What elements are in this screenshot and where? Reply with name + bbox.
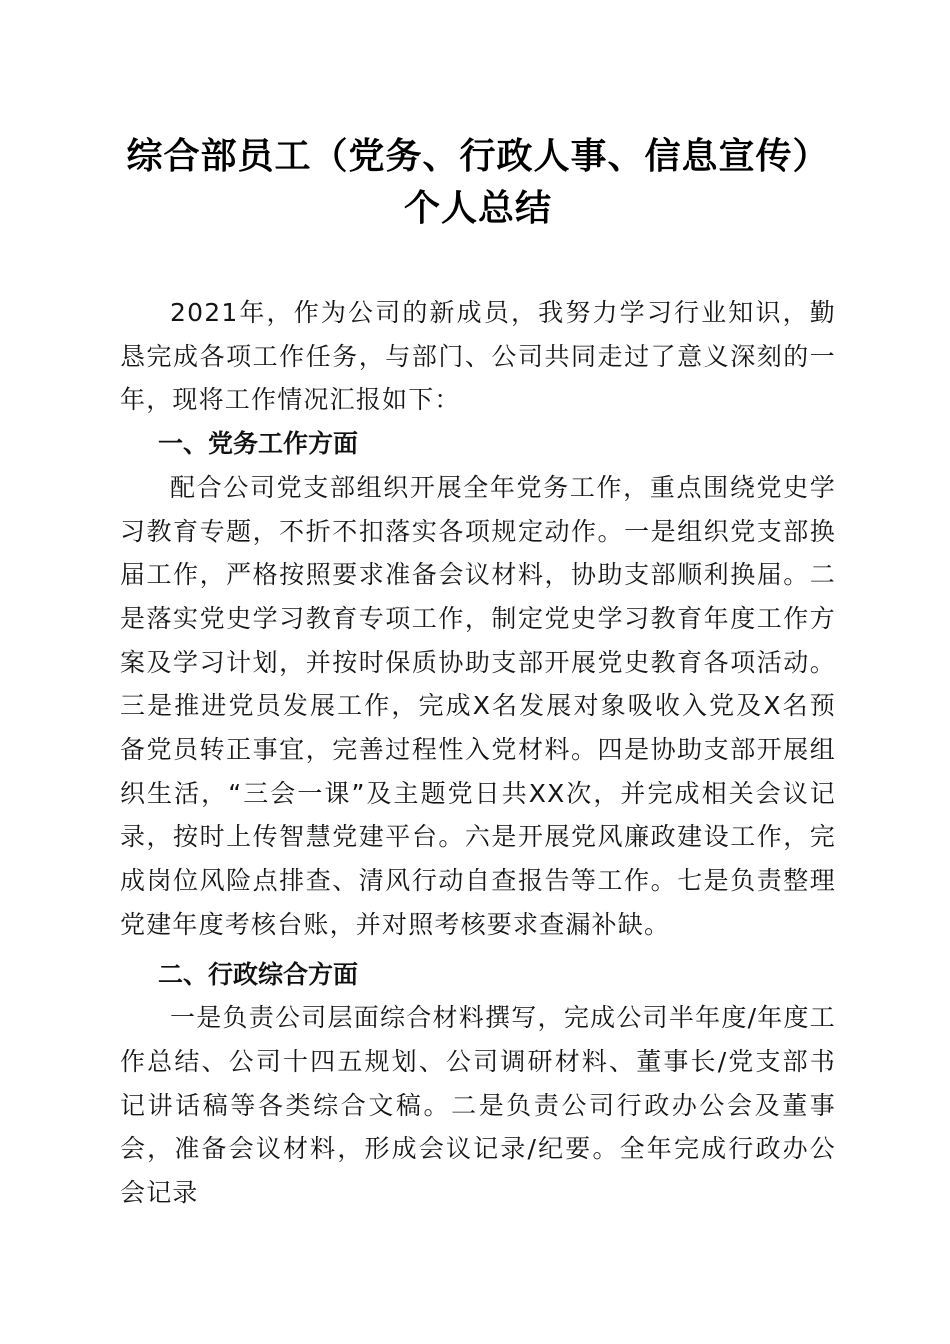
section-paragraph-party-affairs: 配合公司党支部组织开展全年党务工作，重点围绕党史学习教育专题，不折不扣落实各项规定动作。一是组织党支部换届工作，严格按照要求准备会议材料，协助支部顺利换届。二是落实党史学习教育专项工作，制定党史学习教育年度工作方案及学习计划，并按时保质协助支部开展党史教育各项活动。三是推进党员发展工作，完成X名发展对象吸收入党及X名预备党员转正事宜，完善过程性入党材料。四是协助支部开展组织生活，“三会一课”及主题党日共XX次，并完成相关会议记录，按时上传智慧党建平台。六是开展党风廉政建设工作，完成岗位风险点排查、清风行动自查报告等工作。七是负责整理党建年度考核台账，并对照考核要求查漏补缺。 xyxy=(120,472,836,939)
intro-paragraph: 2021年，作为公司的新成员，我努力学习行业知识，勤恳完成各项工作任务，与部门、公司共同走过了意义深刻的一年，现将工作情况汇报如下： xyxy=(120,298,836,415)
document-title: 综合部员工（党务、行政人事、信息宣传）个人总结 xyxy=(126,135,830,229)
document-page xyxy=(120,130,836,1215)
document-body xyxy=(120,291,836,1215)
section-paragraph-administration: 一是负责公司层面综合材料撰写，完成公司半年度/年度工作总结、公司十四五规划、公司调研材料、董事长/党支部书记讲话稿等各类综合文稿。二是负责公司行政办公会及董事会，准备会议材料，形成会议记录/纪要。全年完成行政办公会记录 xyxy=(120,1003,836,1208)
section-heading-party-affairs: 一、党务工作方面 xyxy=(158,429,359,459)
section-heading-administration: 二、行政综合方面 xyxy=(158,959,359,989)
